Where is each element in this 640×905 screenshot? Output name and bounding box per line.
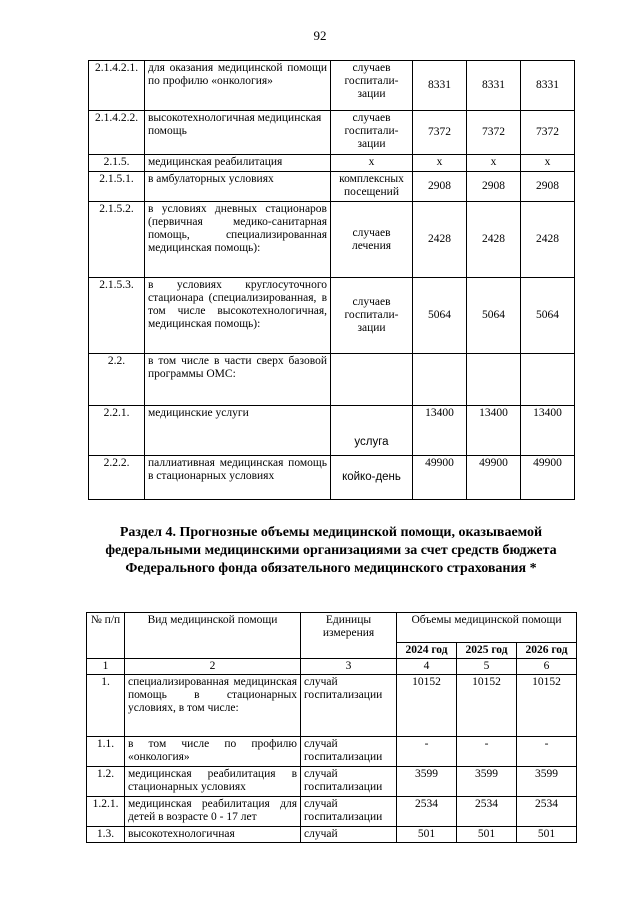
row-value-2 [467,354,521,406]
table-row [87,737,577,767]
row-unit: услуга [331,406,413,456]
row-unit: х [331,155,413,172]
column-number-row [87,659,577,675]
row-value-3: 501 [517,827,577,843]
row-value-3: 13400 [521,406,575,456]
row-value-2: 10152 [457,675,517,737]
table-row [89,278,575,354]
row-unit: случай госпитализации [301,767,397,797]
row-value-3 [521,354,575,406]
row-name: медицинская реабилитация в стационарных условиях [125,767,301,797]
row-value-2: 3599 [457,767,517,797]
row-number: 1.1. [87,737,125,767]
row-name: в амбулаторных условиях [145,172,331,202]
column-number: 5 [457,659,517,675]
row-value-2: 13400 [467,406,521,456]
row-value-2: 49900 [467,456,521,500]
row-name: в условиях круглосуточного стационара (специализированная, в том числе высокотехнологичная, медицинская помощь): [145,278,331,354]
column-number: 3 [301,659,397,675]
row-name: в условиях дневных стационаров (первичная медико-санитарная помощь, специализированная медицинская помощь): [145,202,331,278]
row-name: медицинские услуги [145,406,331,456]
table-row [89,111,575,155]
row-value-2: х [467,155,521,172]
row-name: высокотехнологичная [125,827,301,843]
column-number: 1 [87,659,125,675]
page-number: 92 [313,28,327,43]
table-row [89,155,575,172]
row-value-3: 2908 [521,172,575,202]
row-number: 1.3. [87,827,125,843]
row-value-2: 2534 [457,797,517,827]
row-unit: случай [301,827,397,843]
row-number: 2.2.1. [89,406,145,456]
row-value-1: 2534 [397,797,457,827]
row-name: медицинская реабилитация для детей в возрасте 0 - 17 лет [125,797,301,827]
row-unit [331,354,413,406]
row-value-3: 3599 [517,767,577,797]
row-value-2: 2428 [467,202,521,278]
row-name: в том числе по профилю «онкология» [125,737,301,767]
row-unit: случай госпитализации [301,737,397,767]
row-value-3: 49900 [521,456,575,500]
row-value-2: 8331 [467,61,521,111]
row-value-3: 10152 [517,675,577,737]
header-year-2025: 2025 год [457,643,517,659]
row-number: 2.1.5. [89,155,145,172]
row-value-2: 501 [457,827,517,843]
row-value-3: 2534 [517,797,577,827]
row-value-1 [413,354,467,406]
row-name: в том числе в части сверх базовой программы ОМС: [145,354,331,406]
row-value-1: 2428 [413,202,467,278]
column-number: 2 [125,659,301,675]
row-value-3: 2428 [521,202,575,278]
row-number: 1. [87,675,125,737]
row-name: паллиативная медицинская помощь в стационарных условиях [145,456,331,500]
row-value-1: 3599 [397,767,457,797]
row-value-3: 7372 [521,111,575,155]
row-unit: койко-день [331,456,413,500]
row-number: 1.2. [87,767,125,797]
federal-volumes-table [86,612,577,843]
row-value-1: 2908 [413,172,467,202]
row-value-3: 8331 [521,61,575,111]
table-row [89,456,575,500]
table-row [89,172,575,202]
table-row [89,354,575,406]
row-value-1: 49900 [413,456,467,500]
row-name: специализированная медицинская помощь в стационарных условиях, в том числе: [125,675,301,737]
row-value-3: х [521,155,575,172]
row-unit: случаев госпитали-зации [331,111,413,155]
header-name: Вид медицинской помощи [125,613,301,659]
row-number: 2.1.5.3. [89,278,145,354]
column-number: 6 [517,659,577,675]
table-header-row [87,613,577,643]
row-value-1: х [413,155,467,172]
row-value-1: 13400 [413,406,467,456]
row-value-1: 7372 [413,111,467,155]
header-year-2026: 2026 год [517,643,577,659]
header-year-2024: 2024 год [397,643,457,659]
row-number: 2.1.4.2.2. [89,111,145,155]
row-unit: случай госпитализации [301,797,397,827]
row-value-1: 8331 [413,61,467,111]
table-row [89,202,575,278]
row-number: 2.1.5.1. [89,172,145,202]
row-number: 2.1.4.2.1. [89,61,145,111]
row-value-3: - [517,737,577,767]
row-value-1: 5064 [413,278,467,354]
row-value-2: 5064 [467,278,521,354]
row-unit: случаев госпитали-зации [331,61,413,111]
row-unit: случаев лечения [331,202,413,278]
row-unit: комплексных посещений [331,172,413,202]
table-row [87,675,577,737]
row-unit: случай госпитализации [301,675,397,737]
table-row [87,827,577,843]
volumes-table-continued [88,60,575,500]
table-row [87,797,577,827]
header-unit: Единицы измерения [301,613,397,659]
section-title: Раздел 4. Прогнозные объемы медицинской помощи, оказываемой федеральными медицинскими организациями за счет средств бюджета Федерального фонда обязательного медицинского страхования * [105,525,557,576]
row-name: высокотехнологичная медицинская помощь [145,111,331,155]
table-row [89,61,575,111]
row-value-2: 2908 [467,172,521,202]
column-number: 4 [397,659,457,675]
row-value-2: - [457,737,517,767]
row-value-2: 7372 [467,111,521,155]
table-row [87,767,577,797]
row-unit: случаев госпитали-зации [331,278,413,354]
header-volumes: Объемы медицинской помощи [397,613,577,643]
row-value-3: 5064 [521,278,575,354]
row-number: 1.2.1. [87,797,125,827]
header-num: № п/п [87,613,125,659]
table-row [89,406,575,456]
row-value-1: 10152 [397,675,457,737]
row-number: 2.2. [89,354,145,406]
row-number: 2.1.5.2. [89,202,145,278]
row-number: 2.2.2. [89,456,145,500]
row-name: для оказания медицинской помощи по профилю «онкология» [145,61,331,111]
row-value-1: 501 [397,827,457,843]
row-value-1: - [397,737,457,767]
row-name: медицинская реабилитация [145,155,331,172]
